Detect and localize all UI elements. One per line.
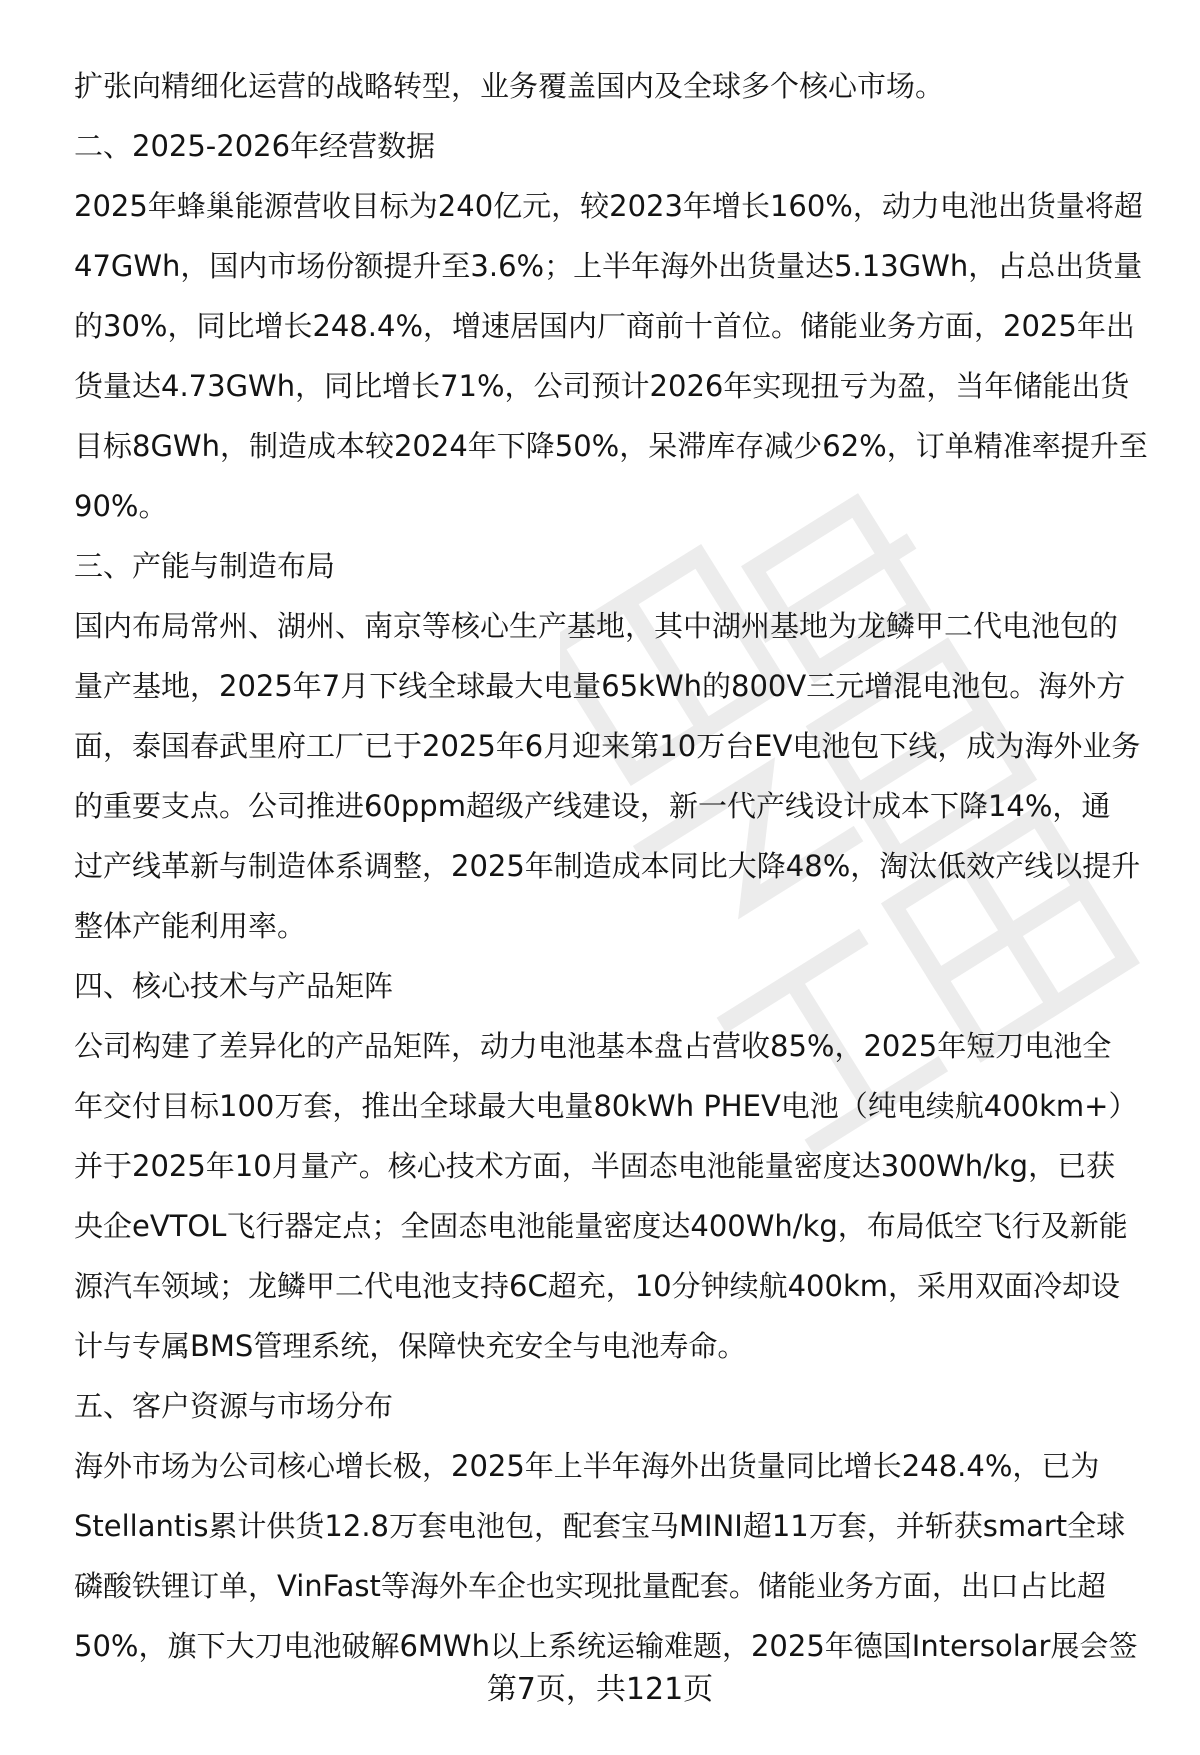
section-heading: 三、产能与制造布局 (74, 549, 336, 583)
text-line: 央企eVTOL飞行器定点；全固态电池能量密度达400Wh/kg，布局低空飞行及新能 (74, 1209, 1128, 1243)
section-heading: 四、核心技术与产品矩阵 (74, 969, 394, 1003)
text-line: 国内布局常州、湖州、南京等核心生产基地，其中湖州基地为龙鳞甲二代电池包的 (74, 609, 1119, 643)
text-line: 源汽车领域；龙鳞甲二代电池支持6C超充，10分钟续航400km，采用双面冷却设 (74, 1269, 1120, 1303)
text-line: 磷酸铁锂订单，VinFast等海外车企也实现批量配套。储能业务方面，出口占比超 (74, 1569, 1106, 1603)
text-line: 面，泰国春武里府工厂已于2025年6月迎来第10万台EV电池包下线，成为海外业务 (74, 729, 1141, 763)
text-line: 整体产能利用率。 (74, 909, 307, 943)
text-line: 计与专属BMS管理系统，保障快充安全与电池寿命。 (74, 1329, 747, 1363)
text-line: 货量达4.73GWh，同比增长71%，公司预计2026年实现扭亏为盈，当年储能出货 (74, 369, 1130, 403)
text-line: 50%，旗下大刀电池破解6MWh以上系统运输难题，2025年德国Intersolar展会签 (74, 1629, 1138, 1663)
text-line: 并于2025年10月量产。核心技术方面，半固态电池能量密度达300Wh/kg，已获 (74, 1149, 1116, 1183)
document-body (74, 56, 1160, 1676)
text-line: 的重要支点。公司推进60ppm超级产线建设，新一代产线设计成本下降14%，通 (74, 789, 1111, 823)
text-line: 量产基地，2025年7月下线全球最大电量65kWh的800V三元增混电池包。海外方 (74, 669, 1126, 703)
text-line: 90%。 (74, 489, 168, 523)
text-line: 公司构建了差异化的产品矩阵，动力电池基本盘占营收85%，2025年短刀电池全 (74, 1029, 1112, 1063)
text-line: 海外市场为公司核心增长极，2025年上半年海外出货量同比增长248.4%，已为 (74, 1449, 1100, 1483)
text-line: 47GWh，国内市场份额提升至3.6%；上半年海外出货量达5.13GWh，占总出货量 (74, 249, 1143, 283)
text-line: 目标8GWh，制造成本较2024年下降50%，呆滞库存减少62%，订单精准率提升至 (74, 429, 1148, 463)
text-line: 的30%，同比增长248.4%，增速居国内厂商前十首位。储能业务方面，2025年出 (74, 309, 1135, 343)
text-line: 过产线革新与制造体系调整，2025年制造成本同比大降48%，淘汰低效产线以提升 (74, 849, 1141, 883)
section-heading: 五、客户资源与市场分布 (74, 1389, 394, 1423)
section-heading: 二、2025-2026年经营数据 (74, 129, 436, 163)
page-number: 第7页，共121页 (486, 1672, 714, 1707)
text-line: 扩张向精细化运营的战略转型，业务覆盖国内及全球多个核心市场。 (74, 69, 945, 103)
text-line: 2025年蜂巢能源营收目标为240亿元，较2023年增长160%，动力电池出货量将超 (74, 189, 1143, 223)
text-line: Stellantis累计供货12.8万套电池包，配套宝马MINI超11万套，并斩获smart全球 (74, 1509, 1126, 1543)
text-line: 年交付目标100万套，推出全球最大电量80kWh PHEV电池（纯电续航400km+） (74, 1089, 1138, 1123)
